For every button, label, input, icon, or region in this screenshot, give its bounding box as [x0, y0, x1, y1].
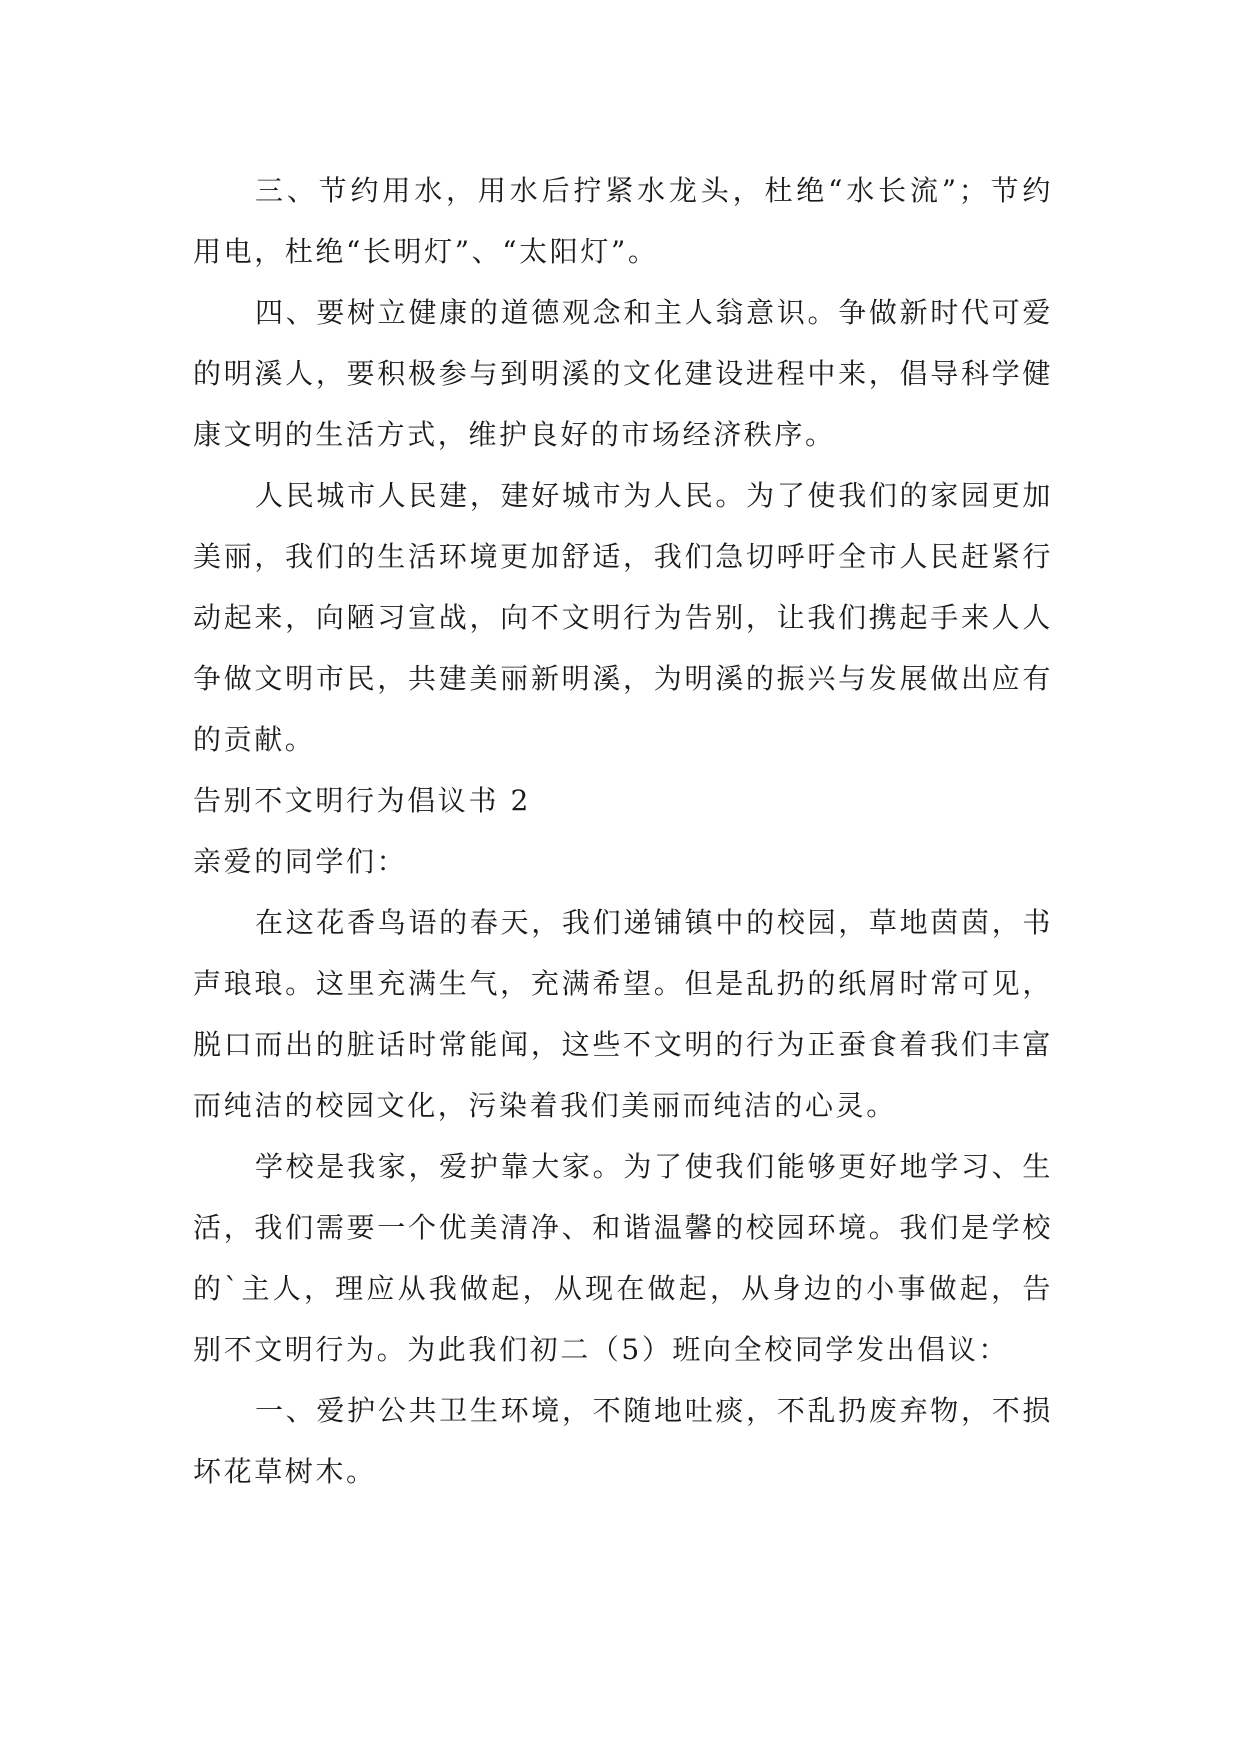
document-title-2: 告别不文明行为倡议书 2: [193, 784, 531, 817]
paragraph-proposal-one: 一、爱护公共卫生环境，不随地吐痰，不乱扔废弃物，不损坏花草树木。: [193, 1394, 1053, 1488]
paragraph-spring-campus: 在这花香鸟语的春天，我们递铺镇中的校园，草地茵茵，书声琅琅。这里充满生气，充满希望。但是乱扔的纸屑时常可见，脱口而出的脏话时常能闻，这些不文明的行为正蚕食着我们丰富而纯洁的校园文化，污染着我们美丽而纯洁的心灵。: [193, 906, 1053, 1122]
paragraph-city-appeal: 人民城市人民建，建好城市为人民。为了使我们的家园更加美丽，我们的生活环境更加舒适，我们急切呼吁全市人民赶紧行动起来，向陋习宣战，向不文明行为告别，让我们携起手来人人争做文明市民，共建美丽新明溪，为明溪的振兴与发展做出应有的贡献。: [193, 479, 1053, 756]
paragraph-water-electricity: 三、节约用水，用水后拧紧水龙头，杜绝“水长流”；节约用电，杜绝“长明灯”、“太阳灯”。: [193, 174, 1053, 268]
salutation: 亲爱的同学们：: [193, 845, 408, 878]
document-body: [193, 160, 1053, 1502]
paragraph-moral-awareness: 四、要树立健康的道德观念和主人翁意识。争做新时代可爱的明溪人，要积极参与到明溪的文化建设进程中来，倡导科学健康文明的生活方式，维护良好的市场经济秩序。: [193, 296, 1053, 451]
paragraph-school-home: 学校是我家，爱护靠大家。为了使我们能够更好地学习、生活，我们需要一个优美清净、和谐温馨的校园环境。我们是学校的`主人，理应从我做起，从现在做起，从身边的小事做起，告别不文明行为。为此我们初二（5）班向全校同学发出倡议：: [193, 1150, 1053, 1366]
